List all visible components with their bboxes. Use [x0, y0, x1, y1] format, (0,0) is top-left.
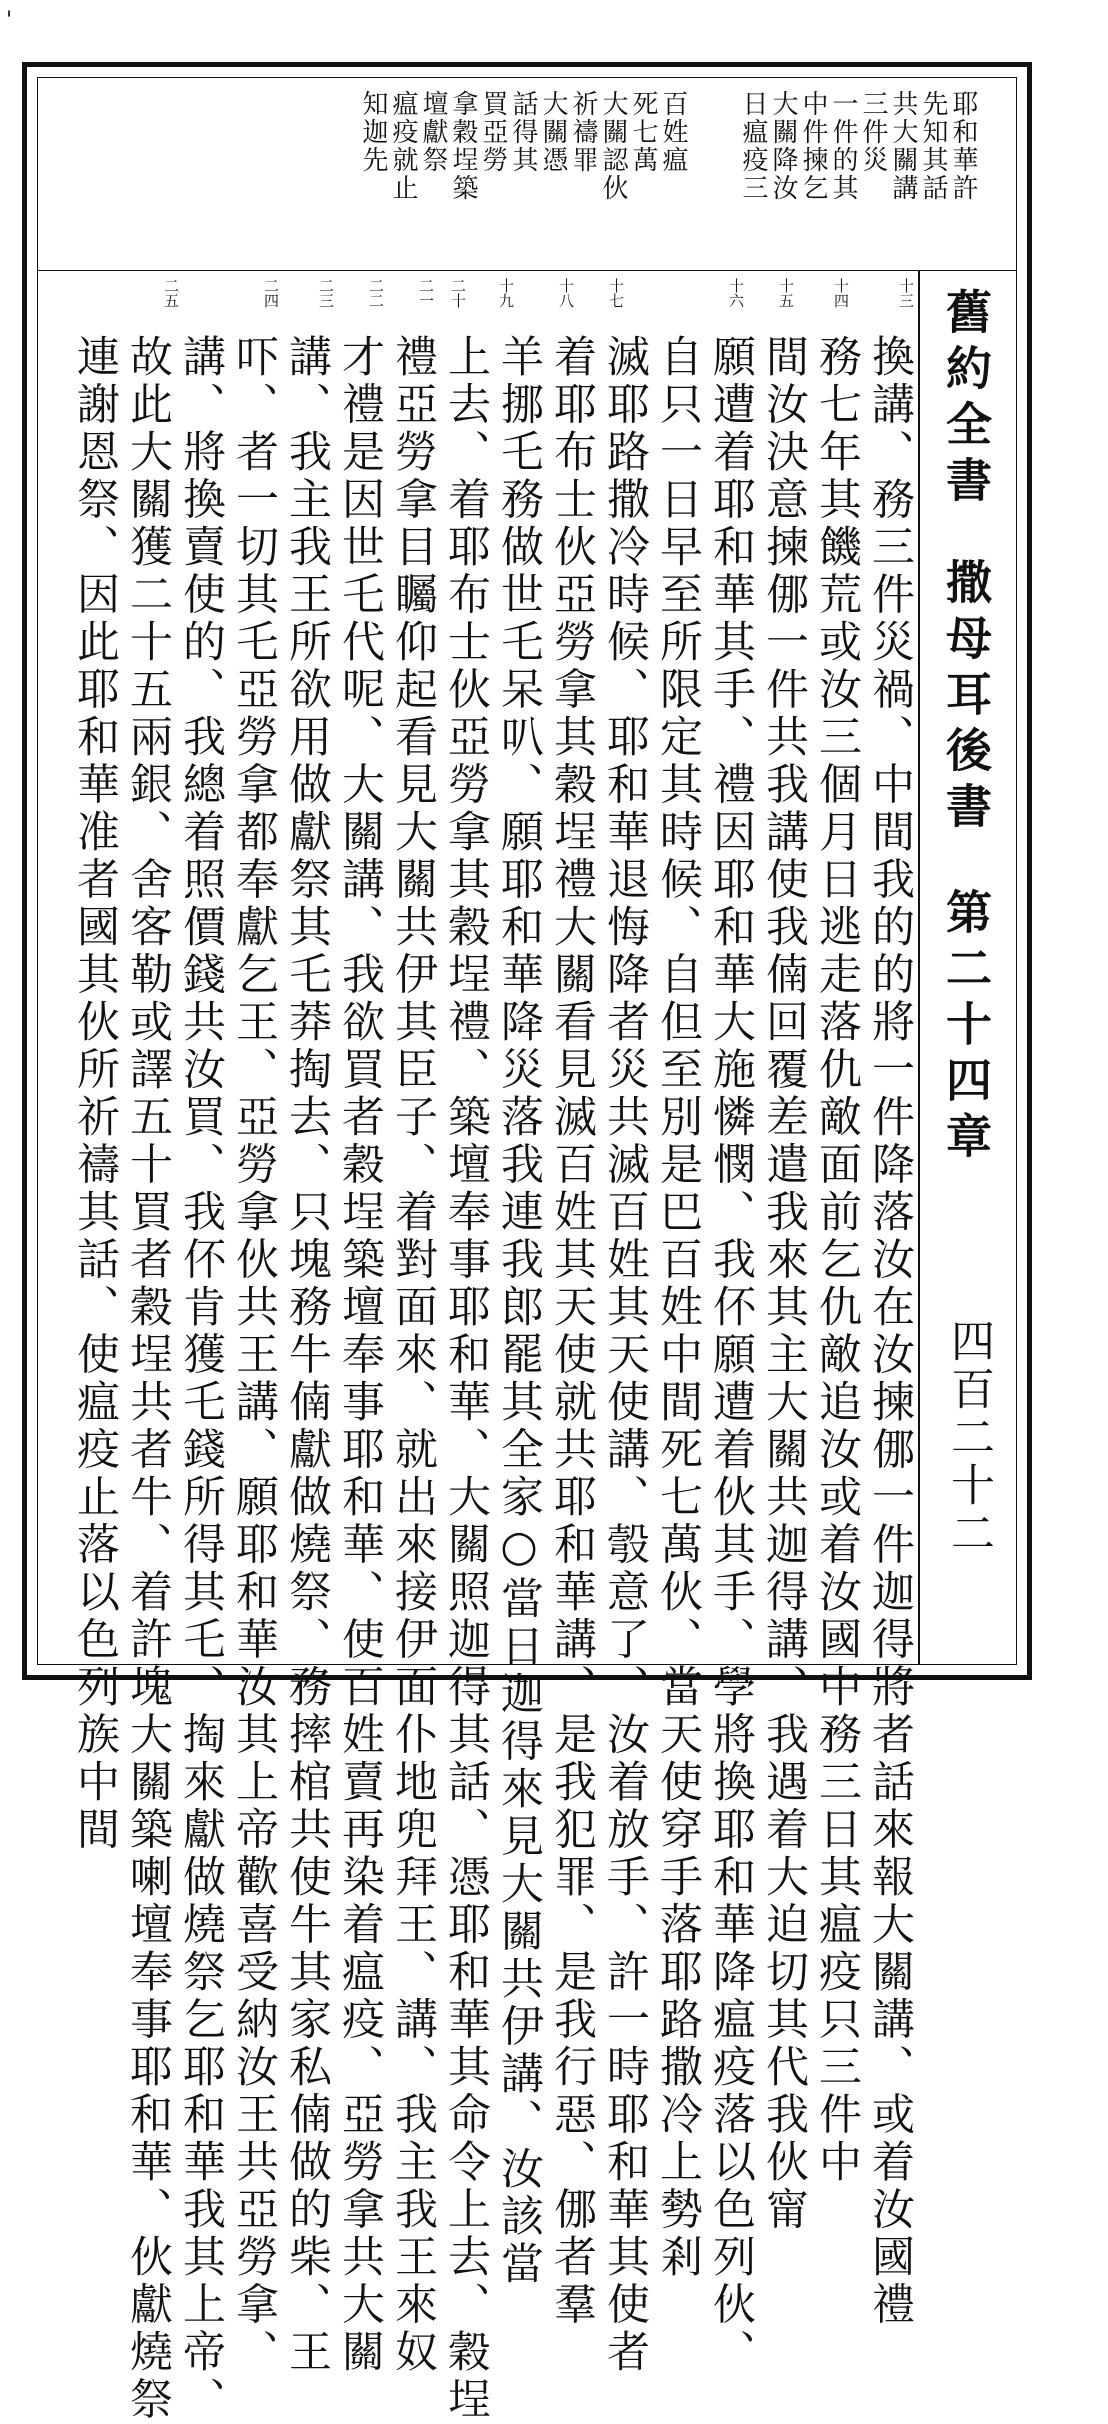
verse-number: 十九	[497, 278, 515, 308]
chapter-heading: 第二十四章	[939, 888, 993, 1168]
headnote-group-4	[448, 90, 477, 250]
text-column: 上去、着耶布士伙亞勞拿其穀埕禮、築壇奉事耶和華、大關照迦得其話、憑耶和華其命令上去、穀埕	[441, 334, 491, 2424]
verse-number: 二四	[262, 278, 280, 308]
headnote-group-1	[948, 90, 977, 250]
headnote-group-3	[538, 90, 567, 250]
page-inner-border	[37, 77, 1017, 2424]
headnote: 中件揀乞	[798, 90, 828, 202]
headnote-group-2	[658, 90, 687, 250]
headnote: 一件的其	[828, 90, 858, 202]
verse-number: 十三	[897, 278, 915, 308]
verse-number: 十四	[832, 278, 850, 308]
verse-number: 十六	[727, 278, 745, 308]
text-column: 禮亞勞拿目矚仰起看見大關共伊其臣子、着對面來、就出來接伊面仆地兜拜王、講、我主我王來奴	[388, 334, 438, 2377]
headnote: 先知其話	[918, 90, 948, 202]
text-column: 滅耶路撒冷時候、耶和華退悔降者災共滅百姓其天使講、彀意了、汝着放手、許一時耶和華其使者	[600, 334, 650, 2377]
headnote: 耶和華許	[948, 90, 978, 202]
headnote-group-1	[918, 90, 947, 250]
headnote: 大關降汝	[768, 90, 798, 202]
text-column: 務七年其饑荒或汝三個月日逃走落仇敵面前乞仇敵追汝或着汝國中務三日其瘟疫只三件中	[812, 334, 862, 2187]
headnote: 壇獻祭	[418, 90, 448, 174]
headnote-group-1	[858, 90, 887, 250]
text-column: 連謝恩祭、因此耶和華准者國其伙所祈禱其話、使瘟疫止落以色列族中間	[70, 334, 120, 1854]
text-column: 故此大關獲二十五兩銀、舍客勒或譯五十買者穀埕共者牛、着許塊大關築喇壇奉事耶和華、伙獻燒祭	[123, 334, 173, 2424]
headnote: 祈禱罪	[568, 90, 598, 174]
headnote-group-4	[358, 90, 387, 250]
headnote-group-4	[508, 90, 537, 250]
text-column: 自只一日早至所限定其時候、自但至別是巴百姓中間死七萬伙、當天使穿手落耶路撒冷上勢剎	[653, 334, 703, 2282]
headnote-group-4	[418, 90, 447, 250]
headnote-group-1	[828, 90, 857, 250]
verse-number: 二十	[449, 278, 467, 308]
headnote-group-1	[798, 90, 827, 250]
verse-number: 二三	[317, 278, 335, 308]
headnote: 話得其	[508, 90, 538, 174]
headnote-group-1	[738, 90, 767, 250]
book-subtitle: 撒母耳後書	[939, 558, 993, 838]
verse-number: 十七	[607, 278, 625, 308]
corner-mark: '	[6, 8, 13, 33]
text-column: 着耶布士伙亞勞拿其穀埕禮大關看見滅百姓其天使就共耶和華講、是我犯罪、是我行惡、㑚者羣	[547, 334, 597, 2329]
text-column: 講、我主我王所欲用做獻祭其乇莽掏去、只塊務牛㑲獻做燒祭、務摔棺共使牛其家私㑲做的柴、王	[282, 334, 332, 2377]
headnote-group-4	[388, 90, 417, 250]
headnote-divider	[38, 270, 1016, 271]
page-number: 四百二十二	[943, 1318, 994, 1558]
verse-number: 二二	[367, 278, 385, 308]
text-column: 講、將換賣使的、我總着照價錢共汝買、我伓肯獲乇錢所得其乇、掏來獻做燒祭乞耶和華我其上帝、	[176, 334, 226, 2424]
headnote-group-3	[568, 90, 597, 250]
header-divider	[918, 270, 920, 1664]
book-title: 舊約全書	[939, 288, 993, 512]
verse-number: 十五	[777, 278, 795, 308]
text-column: 才禮是因世乇代呢、大關講、我欲買者穀埕築壇奉事耶和華、使百姓賣再染着瘟疫、亞勞拿共大關	[335, 334, 385, 2377]
headnote-group-2	[598, 90, 627, 250]
headnote: 三件災	[858, 90, 888, 174]
headnote: 大關憑	[538, 90, 568, 174]
headnote: 買亞勞	[478, 90, 508, 174]
headnote: 大關認伙	[598, 90, 628, 202]
text-column: 換講、務三件災禍、中間我的的將一件降落汝在汝揀㑚一件迦得將者話來報大關講、或着汝國禮	[865, 334, 915, 2329]
headnote: 拿穀埕築	[448, 90, 478, 202]
headnote: 日瘟疫三	[738, 90, 768, 202]
headnote: 死七萬	[628, 90, 658, 174]
headnote-group-2	[628, 90, 657, 250]
text-column: 吓、者一切其乇亞勞拿都奉獻乞王、亞勞拿伙共王講、願耶和華汝其上帝歡喜受納汝王共亞勞拿、	[229, 334, 279, 2377]
verse-number: 二一	[417, 278, 435, 308]
verse-number: 十八	[557, 278, 575, 308]
headnote: 共大關講	[888, 90, 918, 202]
text-column: 羊挪乇務做世乇呆叭、願耶和華降災落我連我郎罷其全家○當日迦得來見大關共伊講、汝該當	[494, 334, 544, 2289]
headnote-group-4	[478, 90, 507, 250]
headnote: 百姓瘟	[658, 90, 688, 174]
page-frame	[22, 62, 1032, 2424]
verse-number: 二五	[162, 278, 180, 308]
headnote-group-1	[768, 90, 797, 250]
headnote: 瘟疫就止	[388, 90, 418, 202]
text-column: 願遭着耶和華其手、禮因耶和華大施憐憫、我伓願遭着伙其手、學將換耶和華降瘟疫落以色列伙、	[706, 334, 756, 2377]
headnote-group-1	[888, 90, 917, 250]
headnote: 知迦先	[358, 90, 388, 174]
text-column: 間汝決意揀㑚一件共我講使我㑲回覆差遣我來其主大關共迦得講、我遇着大迫切其代我伙甯	[759, 334, 809, 2234]
